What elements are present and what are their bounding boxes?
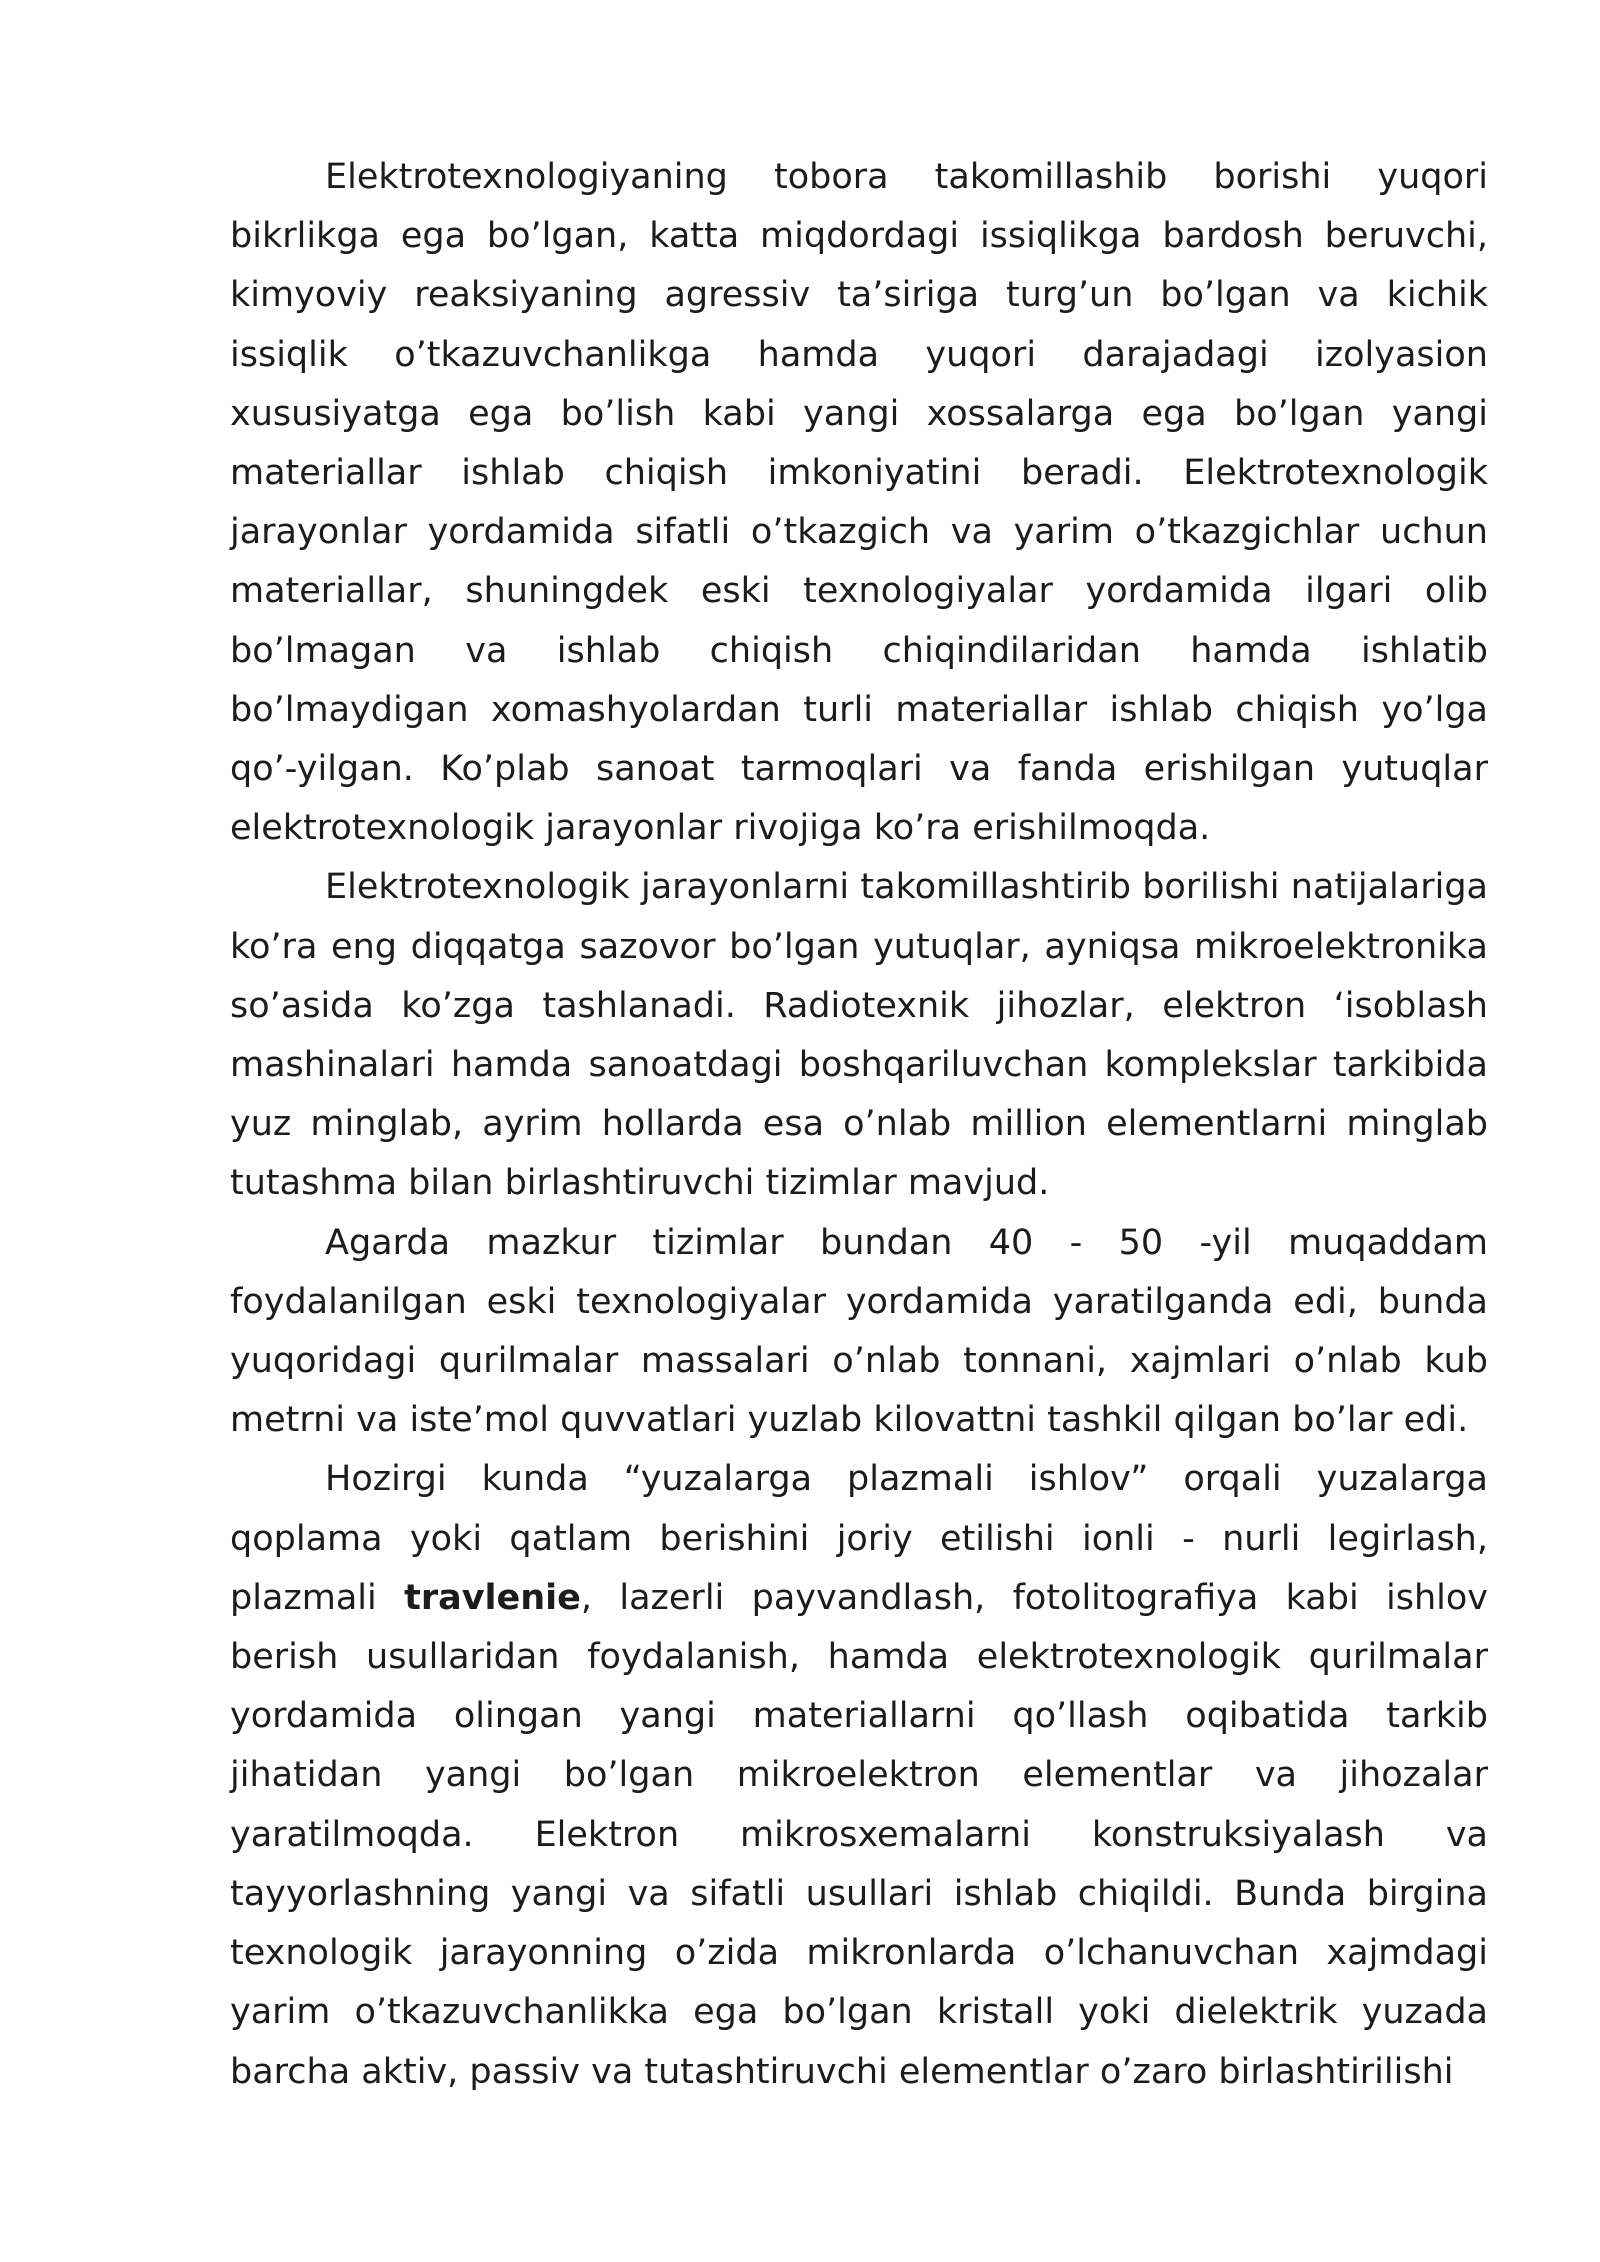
paragraph-2: Elektrotexnologik jarayonlarni takomillashtirib borilishi natijalariga ko’ra eng diqqatga sazovor bo’lgan yutuqlar, ayniqsa mikroelektronika so’asida ko’zga tashlanadi. Radiotexnik jihozlar, elektron ‘isoblash mashinalari hamda sanoatdagi boshqariluvchan komplekslar tarkibida yuz minglab, ayrim hollarda esa o’nlab million elementlarni minglab tutashma bilan birlashtiruvchi tizimlar mavjud. [230, 867, 1488, 1204]
paragraph-4 [230, 1450, 1488, 2101]
body-text [230, 148, 1488, 2102]
bold-term: travlenie [404, 1577, 581, 1618]
paragraph-4-start: Hozirgi kunda “yuzalarga plazmali ishlov” orqali yuzalarga qoplama yoki qatlam berishini joriy etilishi ionli - nurli legirlash, plazmali [230, 1459, 1488, 1618]
paragraph-3: Agarda mazkur tizimlar bundan 40 - 50 -yil muqaddam foydalanilgan eski texnologiyalar yordamida yaratilganda edi, bunda yuqoridagi qurilmalar massalari o’nlab tonnani, xajmlari o’nlab kub metrni va iste’mol quvvatlari yuzlab kilovattni tashkil qilgan bo’lar edi. [230, 1222, 1488, 1441]
paragraph-1: Elektrotexnologiyaning tobora takomillashib borishi yuqori bikrlikga ega bo’lgan, katta miqdordagi issiqlikga bardosh beruvchi, kimyoviy reaksiyaning agressiv ta’siriga turg’un bo’lgan va kichik issiqlik o’tkazuvchanlikga hamda yuqori darajadagi izolyasion xususiyatga ega bo’lish kabi yangi xossalarga ega bo’lgan yangi materiallar ishlab chiqish imkoniyatini beradi. Elektrotexnologik jarayonlar yordamida sifatli o’tkazgich va yarim o’tkazgichlar uchun materiallar, shuningdek eski texnologiyalar yordamida ilgari olib bo’lmagan va ishlab chiqish chiqindilaridan hamda ishlatib bo’lmaydigan xomashyolardan turli materiallar ishlab chiqish yo’lga qo’-yilgan. Ko’plab sanoat tarmoqlari va fanda erishilgan yutuqlar elektrotexnologik jarayonlar rivojiga ko’ra erishilmoqda. [230, 157, 1488, 849]
paragraph-4-end: , lazerli payvandlash, fotolitografiya kabi ishlov berish usullaridan foydalanish, hamda elektrotexnologik qurilmalar yordamida olingan yangi materiallarni qo’llash oqibatida tarkib jihatidan yangi bo’lgan mikroelektron elementlar va jihozalar yaratilmoqda. Elektron mikrosxemalarni konstruksiyalash va tayyorlashning yangi va sifatli usullari ishlab chiqildi. Bunda birgina texnologik jarayonning o’zida mikronlarda o’lchanuvchan xajmdagi yarim o’tkazuvchanlikka ega bo’lgan kristall yoki dielektrik yuzada barcha aktiv, passiv va tutashtiruvchi elementlar o’zaro birlashtirilishi [230, 1577, 1488, 2092]
